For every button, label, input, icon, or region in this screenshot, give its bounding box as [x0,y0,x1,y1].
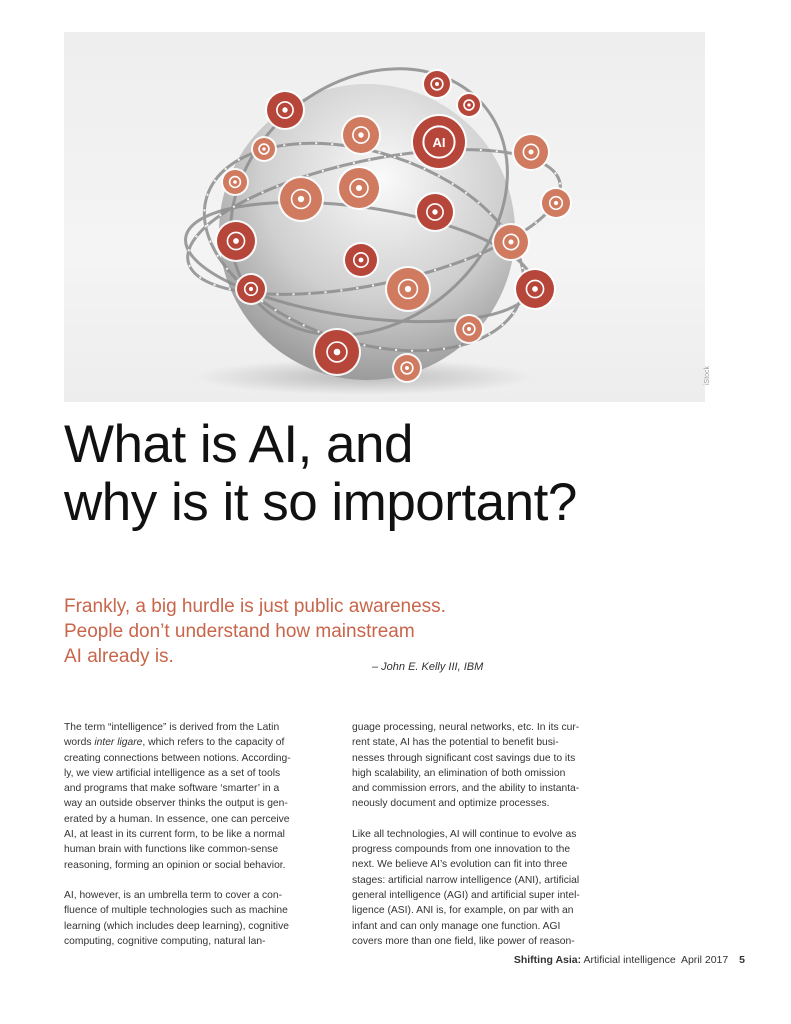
brain-gear-icon [341,115,381,155]
cluster-dots-icon [235,273,267,305]
dna-icon [265,90,305,130]
text-line: neously document and optimize processes. [352,798,550,810]
hero-illustration [64,32,705,402]
title-line-1: What is AI, and [64,415,413,474]
paragraph [64,720,322,873]
text-line: covers more than one field, like power of reason- [352,935,575,947]
body-column-1 [64,720,322,964]
text-line: reasoning, forming an opinion or social behavior. [64,859,286,871]
text-line [64,735,322,750]
pull-quote-line-3: AI already is. [64,646,174,667]
publication-name: Shifting Asia: [513,954,582,966]
text-line: learning (which includes deep learning), cognitive [64,920,289,932]
text-line: creating connections between notions. According- [64,752,291,764]
battery-icon [456,92,482,118]
text-line: progress compounds from one innovation to the [352,844,571,856]
paragraph [352,720,610,812]
paragraph [64,888,322,949]
text-line: nesses through significant cost savings due to its [352,752,576,764]
ai-globe-graphic [64,32,705,402]
latin-term: inter ligare [94,737,143,749]
neural-network-icon [415,192,455,232]
section-name: Artificial intelligence [583,954,676,966]
shuffle-icon [343,242,379,278]
image-credit: iStock [704,365,711,385]
math-symbols-icon [221,168,249,196]
tablet-wifi-icon [215,220,257,262]
robot-icon [337,166,381,210]
text-line: guage processing, neural networks, etc. In its cur- [352,722,580,733]
text-line: erated by a human. In essence, one can perceive [64,813,290,825]
person-support-icon [385,266,431,312]
smiley-icon [454,314,484,344]
text-line: rent state, AI has the potential to benefit busi- [352,737,559,749]
text-line: general intelligence (AGI) and artificial super intel- [352,889,580,901]
graduation-cap-icon [540,187,572,219]
title-line-2: why is it so important? [64,473,577,532]
body-column-2 [352,720,610,964]
text-line: ly, we view artificial intelligence as a set of tools [64,767,281,779]
text-line: and commission errors, and the ability to instanta- [352,783,580,795]
paragraph [352,827,610,949]
page-footer [514,954,745,966]
text-line: high scalability, an elimination of both omission [352,767,566,779]
page-title [64,416,744,532]
text-line: Like all technologies, AI will continue to evolve as [352,828,577,840]
svg-text:AI: AI [432,135,446,150]
page-number: 5 [739,954,745,966]
text-line: infant and can only manage one function. AGI [352,920,561,932]
award-medal-icon [392,353,422,383]
pull-quote [64,594,624,669]
thumbs-up-icon [278,176,324,222]
quote-attribution: – John E. Kelly III, IBM [372,661,484,673]
text-line: human brain with functions like common-sense [64,844,279,856]
pull-quote-line-2: People don’t understand how mainstream [64,621,415,642]
puzzle-cubes-icon [492,223,530,261]
pull-quote-line-1: Frankly, a big hurdle is just public awareness. [64,596,446,617]
ai-chip-icon [411,114,467,170]
text-fragment: words [64,737,95,749]
text-line: AI, at least in its current form, to be like a normal [64,829,285,841]
microchip-icon [422,69,452,99]
text-line: and programs that make software ‘smarter’ in a [64,783,280,795]
text-line: stages: artificial narrow intelligence (ANI), artificial [352,874,580,886]
text-line: The term “intelligence” is derived from the Latin [64,722,280,733]
hand-box-icon [514,268,556,310]
text-line: next. We believe AI’s evolution can fit into three [352,859,568,871]
text-line: fluence of multiple technologies such as machine [64,905,288,917]
issue-date: April 2017 [680,954,729,966]
network-hub-icon [313,328,361,376]
text-line: AI, however, is an umbrella term to cover a con- [64,889,283,901]
text-fragment: , which refers to the capacity of [142,737,285,749]
text-line: ligence (ASI). ANI is, for example, on par with an [352,905,574,917]
speech-bubble-icon [251,136,277,162]
text-line: way an outside observer thinks the output is gen- [64,798,288,810]
calculator-icon [512,133,550,171]
text-line: computing, cognitive computing, natural lan- [64,935,266,947]
